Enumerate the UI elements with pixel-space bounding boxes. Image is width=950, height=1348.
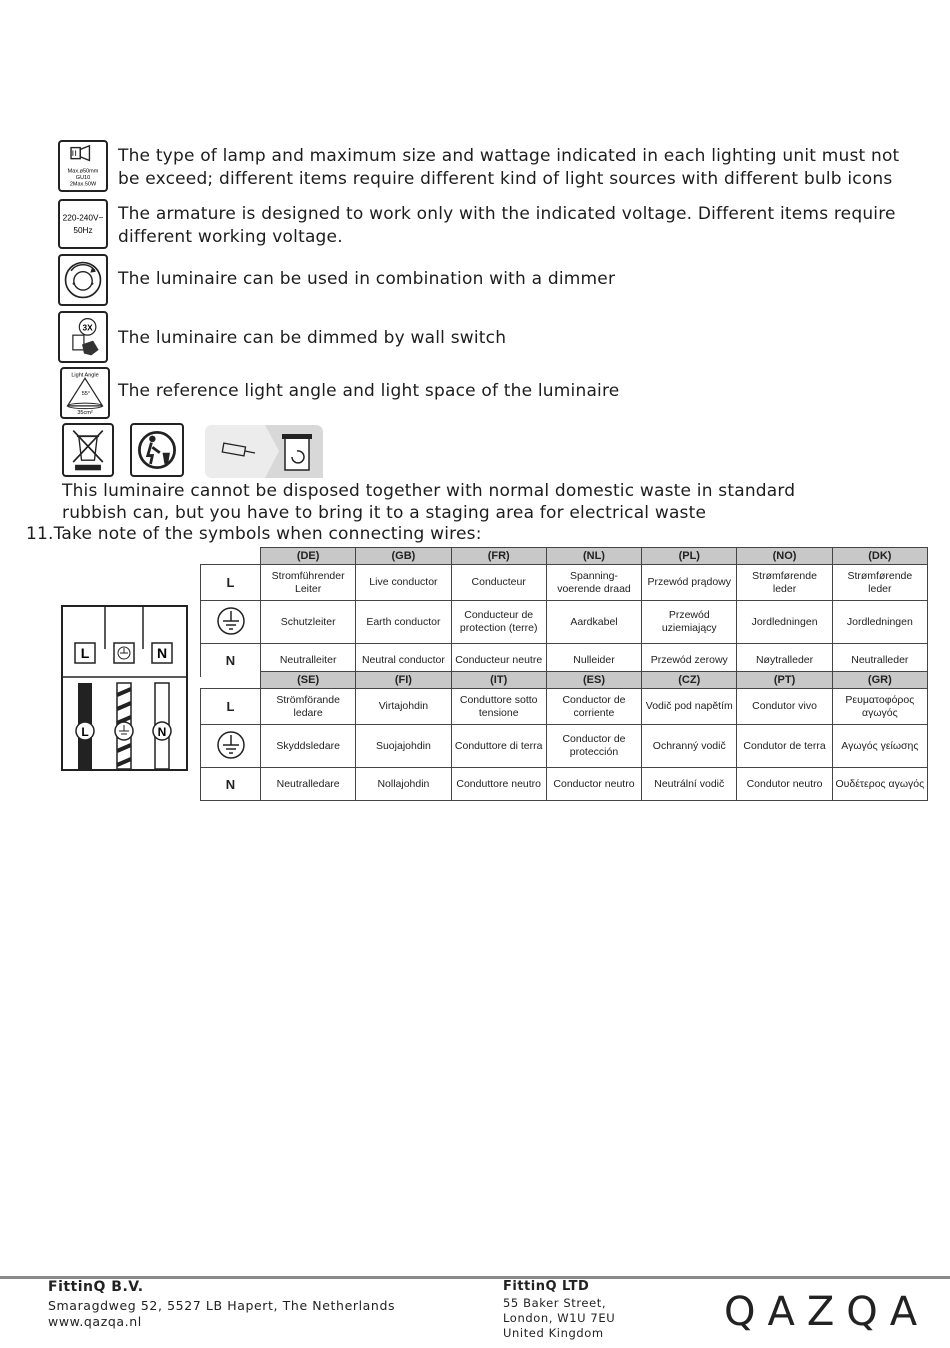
table-cell: Conduttore sotto tensione: [451, 689, 546, 725]
frequency-icon-text: 50Hz: [73, 226, 93, 236]
wiring-diagram: [61, 605, 188, 771]
switch-count-text: 3X: [82, 323, 93, 333]
dimmer-icon: [58, 254, 108, 306]
light-space-value: 35cm²: [77, 410, 93, 417]
wire-live-label: L: [81, 725, 89, 739]
table-cell: Strømførende leder: [832, 565, 927, 601]
table-cell: Ουδέτερος αγωγός: [832, 768, 927, 801]
table-cell: Jordledningen: [832, 601, 927, 644]
table-row-live: [201, 689, 928, 725]
table-cell: Conducteur: [451, 565, 546, 601]
neutral-symbol: N: [201, 768, 261, 801]
table-cell: Jordledningen: [737, 601, 832, 644]
earth-symbol-cell: [201, 601, 261, 644]
footer-nl-company: [48, 1279, 395, 1330]
company-name: FittinQ B.V.: [48, 1279, 144, 1295]
symbol-desc-wall-switch: [118, 327, 506, 350]
table-cell: Przewód prądowy: [642, 565, 737, 601]
terminal-neutral-label: N: [156, 645, 168, 661]
table-cell: Spanning-voerende draad: [546, 565, 641, 601]
recycle-person-icon: [130, 423, 184, 477]
table-row-earth: [201, 601, 928, 644]
lang-header: (DE): [261, 548, 356, 565]
table-corner: [201, 548, 261, 565]
company-name: FittinQ LTD: [503, 1279, 590, 1294]
wiring-section-title: 11.Take note of the symbols when connecting wires:: [26, 524, 482, 544]
company-website[interactable]: www.qazqa.nl: [48, 1314, 142, 1329]
lang-header: (ES): [546, 672, 641, 689]
terminal-live-label: L: [80, 645, 90, 661]
lang-header: (IT): [451, 672, 546, 689]
waste-disposal-text: [62, 480, 795, 524]
neutral-symbol: N: [201, 644, 261, 677]
table-row-live: [201, 565, 928, 601]
table-cell: Nøytralleder: [737, 644, 832, 677]
table-cell: Αγωγός γείωσης: [832, 725, 927, 768]
table-cell: Conductor de protección: [546, 725, 641, 768]
lang-header: (NL): [546, 548, 641, 565]
wall-switch-dim-icon: [58, 311, 108, 363]
light-angle-icon: [60, 367, 110, 419]
wire-table-2: [200, 671, 928, 801]
waste-text-line: This luminaire cannot be disposed together with normal domestic waste in standard: [62, 481, 796, 501]
address-line: London, W1U 7EU: [503, 1311, 616, 1325]
table-cell: Ρευματοφόρος αγωγός: [832, 689, 927, 725]
live-symbol: L: [201, 689, 261, 725]
table-cell: Conducteur neutre: [451, 644, 546, 677]
table-cell: Ochranný vodič: [642, 725, 737, 768]
table-cell: Nulleider: [546, 644, 641, 677]
earth-icon: [216, 606, 246, 636]
light-angle-degree: 55°: [81, 390, 91, 397]
earth-icon: [216, 730, 246, 760]
table-cell: Strømførende leder: [737, 565, 832, 601]
table-cell: Przewód uziemiający: [642, 601, 737, 644]
table-cell: Neutralleiter: [261, 644, 356, 677]
lang-header: (FI): [356, 672, 451, 689]
ewaste-bin-icon: [205, 425, 323, 478]
company-address: Smaragdweg 52, 5527 LB Hapert, The Netherlands: [48, 1298, 396, 1313]
symbol-desc-line: The luminaire can be dimmed by wall switch: [118, 328, 507, 348]
crossed-bin-icon: [62, 423, 114, 477]
table-cell: Skyddsledare: [261, 725, 356, 768]
symbol-desc-light-angle: [118, 380, 619, 403]
table-cell: Nollajohdin: [356, 768, 451, 801]
earth-symbol-cell: [201, 725, 261, 768]
waste-text-line: rubbish can, but you have to bring it to a staging area for electrical waste: [62, 503, 707, 523]
table-cell: Stromführender Leiter: [261, 565, 356, 601]
table-row-neutral: [201, 768, 928, 801]
footer-uk-company: [503, 1279, 615, 1341]
address-line: 55 Baker Street,: [503, 1296, 607, 1310]
symbol-desc-voltage: [118, 203, 896, 249]
bulb-icon-socket-text: GU10: [75, 174, 91, 181]
lang-header: (NO): [737, 548, 832, 565]
table-cell: Neutralledare: [261, 768, 356, 801]
table-row-earth: [201, 725, 928, 768]
wire-neutral-label: N: [157, 725, 167, 739]
symbol-desc-line: The armature is designed to work only with the indicated voltage. Different items require: [118, 204, 896, 224]
bulb-icon-size-text: Max.ø50mm: [67, 168, 99, 175]
table-cell: Neutral conductor: [356, 644, 451, 677]
lang-header: (SE): [261, 672, 356, 689]
table-cell: Earth conductor: [356, 601, 451, 644]
qazqa-logo: QAZQA: [724, 1289, 930, 1335]
lang-header: (PT): [737, 672, 832, 689]
address-line: United Kingdom: [503, 1326, 604, 1340]
table-cell: Conduttore di terra: [451, 725, 546, 768]
lang-header: (CZ): [642, 672, 737, 689]
voltage-icon-text: 220-240V~: [62, 213, 104, 223]
symbol-desc-dimmer: [118, 268, 615, 291]
table-cell: Neutrální vodič: [642, 768, 737, 801]
table-cell: Schutzleiter: [261, 601, 356, 644]
light-angle-label: Light Angle: [71, 372, 99, 379]
table-cell: Vodič pod napětím: [642, 689, 737, 725]
symbol-desc-line: be exceed; different items require different kind of light sources with different bulb icons: [118, 169, 893, 189]
table-cell: Neutralleder: [832, 644, 927, 677]
symbol-desc-line: The reference light angle and light space of the luminaire: [118, 381, 620, 401]
symbol-desc-bulb: [118, 145, 899, 191]
symbol-desc-line: The luminaire can be used in combination with a dimmer: [118, 269, 616, 289]
table-cell: Suojajohdin: [356, 725, 451, 768]
table-cell: Conductor neutro: [546, 768, 641, 801]
lang-header: (GR): [832, 672, 927, 689]
lang-header: (PL): [642, 548, 737, 565]
symbol-desc-line: different working voltage.: [118, 227, 343, 247]
table-cell: Condutor neutro: [737, 768, 832, 801]
live-symbol: L: [201, 565, 261, 601]
symbol-desc-line: The type of lamp and maximum size and wattage indicated in each lighting unit must not: [118, 146, 900, 166]
table-cell: Conduttore neutro: [451, 768, 546, 801]
voltage-icon: [58, 199, 108, 249]
table-cell: Strömförande ledare: [261, 689, 356, 725]
table-cell: Virtajohdin: [356, 689, 451, 725]
lang-header: (DK): [832, 548, 927, 565]
table-cell: Aardkabel: [546, 601, 641, 644]
bulb-size-icon: [58, 140, 108, 192]
lang-header: (GB): [356, 548, 451, 565]
bulb-icon-watt-text: 2Max.50W: [69, 181, 97, 188]
table-cell: Przewód zerowy: [642, 644, 737, 677]
table-cell: Live conductor: [356, 565, 451, 601]
table-cell: Conducteur de protection (terre): [451, 601, 546, 644]
table-cell: Condutor vivo: [737, 689, 832, 725]
table-corner: [201, 672, 261, 689]
table-cell: Condutor de terra: [737, 725, 832, 768]
wire-table-1: [200, 547, 928, 677]
table-cell: Conductor de corriente: [546, 689, 641, 725]
lang-header: (FR): [451, 548, 546, 565]
